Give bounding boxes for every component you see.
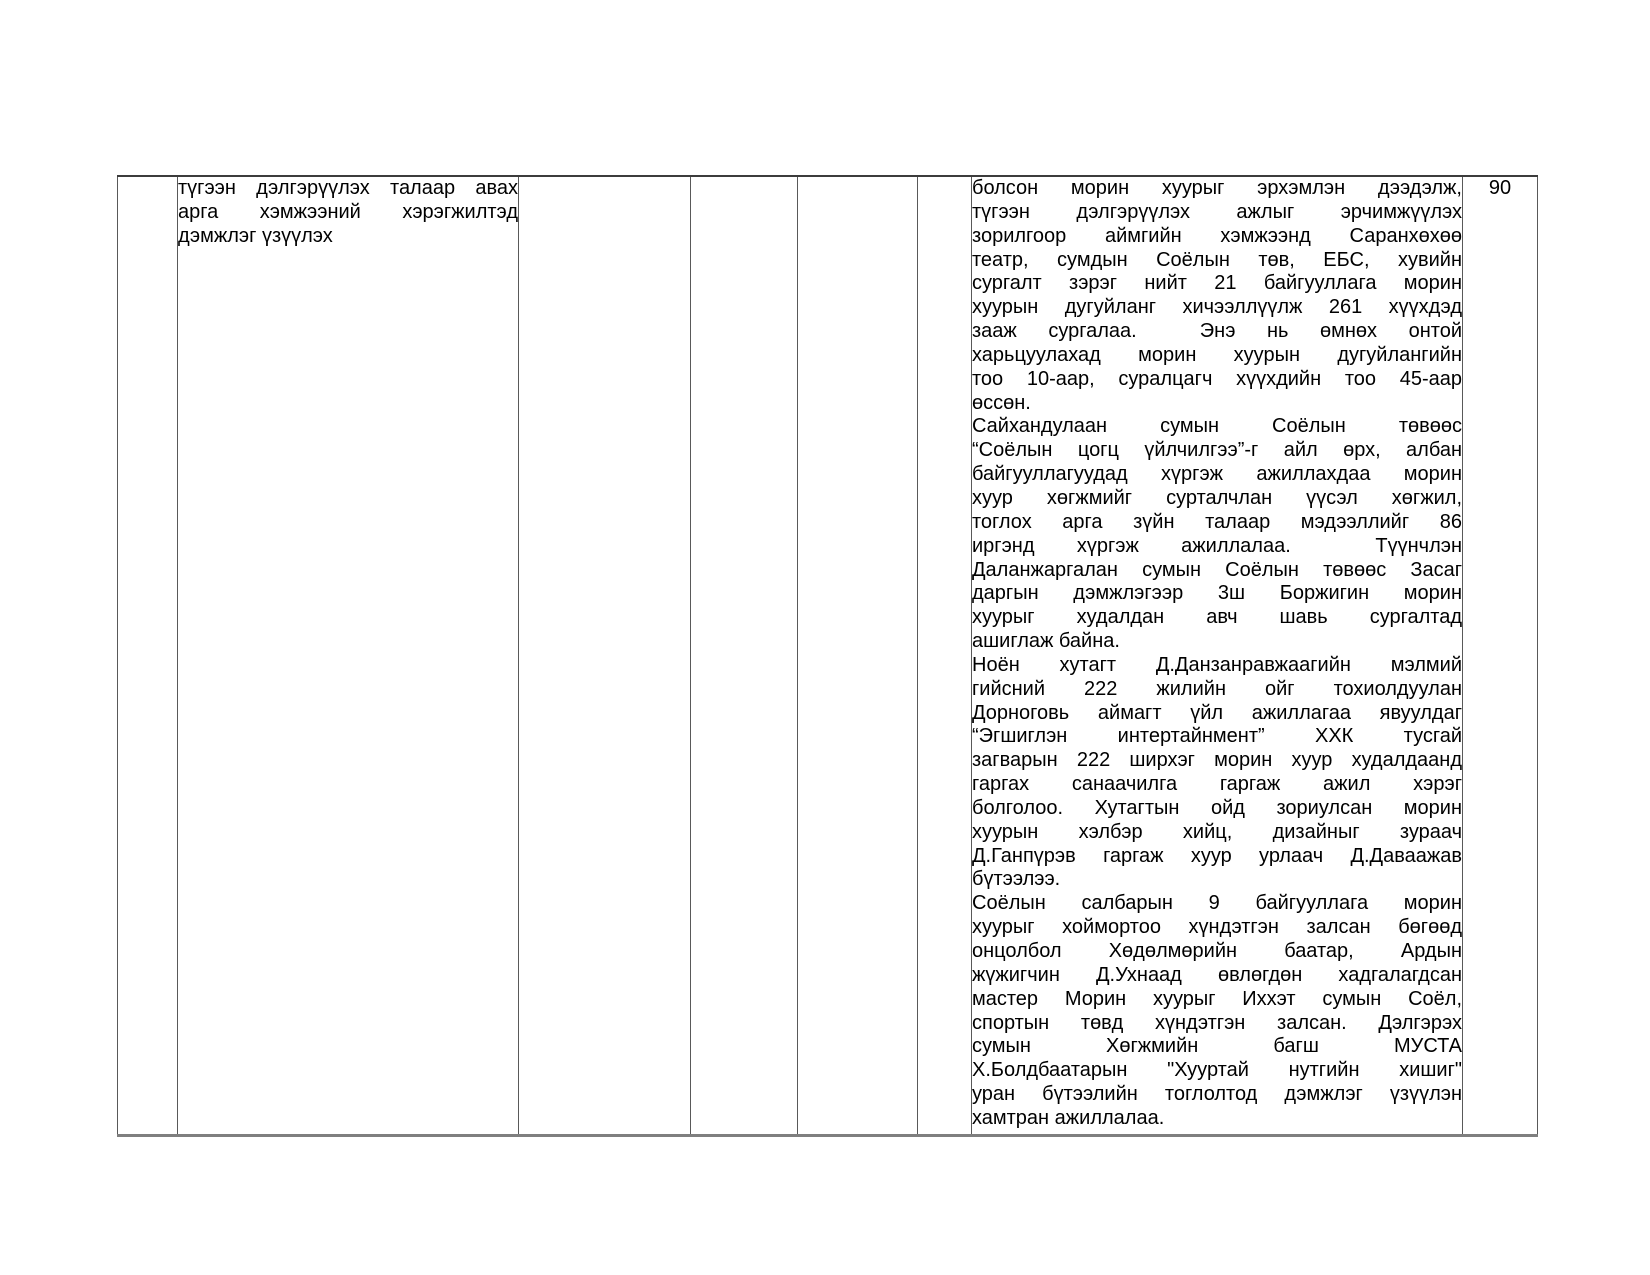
text-line: өссөн. (972, 391, 1031, 414)
text-line: Сайхандулаан сумын Соёлын төвөөс (972, 415, 1462, 438)
text-line: арга хэмжээний хэрэгжилтэд (178, 200, 518, 223)
text-line: ашиглаж байна. (972, 630, 1120, 653)
text-line: зорилгоор аймгийн хэмжээнд Саранхөхөө (972, 224, 1462, 247)
text-line: Х.Болдбаатарын "Хууртай нутгийн хишиг" (972, 1059, 1462, 1082)
text-line: Дорноговь аймагт үйл ажиллагаа явуулдаг (972, 701, 1462, 724)
text-line: гаргах санаачилга гаргаж ажил хэрэг (972, 773, 1462, 796)
cell-task-description (178, 176, 519, 1136)
text-line: Д.Ганпүрэв гаргаж хуур урлаач Д.Даваажав (972, 844, 1462, 867)
text-line: сумын Хөгжмийн багш МУСТА (972, 1035, 1462, 1058)
text-line: байгууллагуудад хүргэж ажиллахдаа морин (972, 463, 1462, 486)
text-line: гийсний 222 жилийн ойг тохиолдуулан (972, 677, 1462, 700)
task-text (178, 177, 518, 249)
cell-empty-c (798, 176, 918, 1136)
text-line: тоо 10-аар, суралцагч хүүхдийн тоо 45-аар (972, 367, 1462, 390)
report-table (117, 175, 1538, 1137)
text-line: спортын төвд хүндэтгэн залсан. Дэлгэрэх (972, 1011, 1462, 1034)
text-line: хуурын дугуйланг хичээллүүлж 261 хүүхдэд (972, 296, 1462, 319)
text-line: даргын дэмжлэгээр 3ш Боржигин морин (972, 582, 1462, 605)
score-value: 90 (1488, 177, 1512, 199)
text-line: хуурыг хоймортоо хүндэтгэн залсан бөгөөд (972, 916, 1462, 939)
text-line: болсон морин хуурыг эрхэмлэн дээдэлж, (972, 177, 1462, 199)
cell-empty-b (691, 176, 798, 1136)
text-line: иргэнд хүргэж ажиллалаа. Түүнчлэн (972, 534, 1462, 557)
cell-score (1463, 176, 1538, 1136)
text-line: жүжигчин Д.Ухнаад өвлөгдөн хадгалагдсан (972, 963, 1462, 986)
cell-empty-d (918, 176, 972, 1136)
text-line: болголоо. Хутагтын ойд зориулсан морин (972, 796, 1462, 819)
text-line: хамтран ажиллалаа. (972, 1106, 1165, 1129)
text-line: түгээн дэлгэрүүлэх талаар авах (178, 177, 518, 199)
text-line: Даланжаргалан сумын Соёлын төвөөс Засаг (972, 558, 1462, 581)
text-line: тоглох арга зүйн талаар мэдээллийг 86 (972, 510, 1462, 533)
text-line: хуур хөгжмийг сурталчлан үүсэл хөгжил, (972, 486, 1462, 509)
text-line: Соёлын салбарын 9 байгууллага морин (972, 892, 1462, 915)
text-line: уран бүтээлийн тоглолтод дэмжлэг үзүүлэн (972, 1083, 1462, 1106)
text-line: бүтээлээ. (972, 868, 1061, 891)
text-line: зааж сургалаа. Энэ нь өмнөх онтой (972, 320, 1462, 343)
cell-empty-a (519, 176, 691, 1136)
text-line: сургалт зэрэг нийт 21 байгууллага морин (972, 272, 1462, 295)
text-line: загварын 222 ширхэг морин хуур худалдаанд (972, 749, 1462, 772)
text-line: харьцуулахад морин хуурын дугуйлангийн (972, 343, 1462, 366)
cell-index (118, 176, 178, 1136)
text-line: мастер Морин хуурыг Иххэт сумын Соёл, (972, 987, 1462, 1010)
text-line: “Эгшиглэн интертайнмент” ХХК тусгай (972, 725, 1462, 748)
text-line: түгээн дэлгэрүүлэх ажлыг эрчимжүүлэх (972, 200, 1462, 223)
text-line: дэмжлэг үзүүлэх (178, 224, 333, 247)
text-line: хуурын хэлбэр хийц, дизайныг зураач (972, 820, 1462, 843)
text-line: Ноён хутагт Д.Данзанравжаагийн мэлмий (972, 653, 1462, 676)
text-line: “Соёлын цогц үйлчилгээ”-г айл өрх, албан (972, 439, 1462, 462)
text-line: хуурыг худалдан авч шавь сургалтад (972, 606, 1462, 629)
text-line: онцолбол Хөдөлмөрийн баатар, Ардын (972, 940, 1462, 962)
cell-implementation-report (972, 176, 1463, 1136)
report-text (972, 177, 1462, 1131)
text-line: театр, сумдын Соёлын төв, ЕБС, хувийн (972, 248, 1462, 271)
table-row (118, 176, 1538, 1136)
